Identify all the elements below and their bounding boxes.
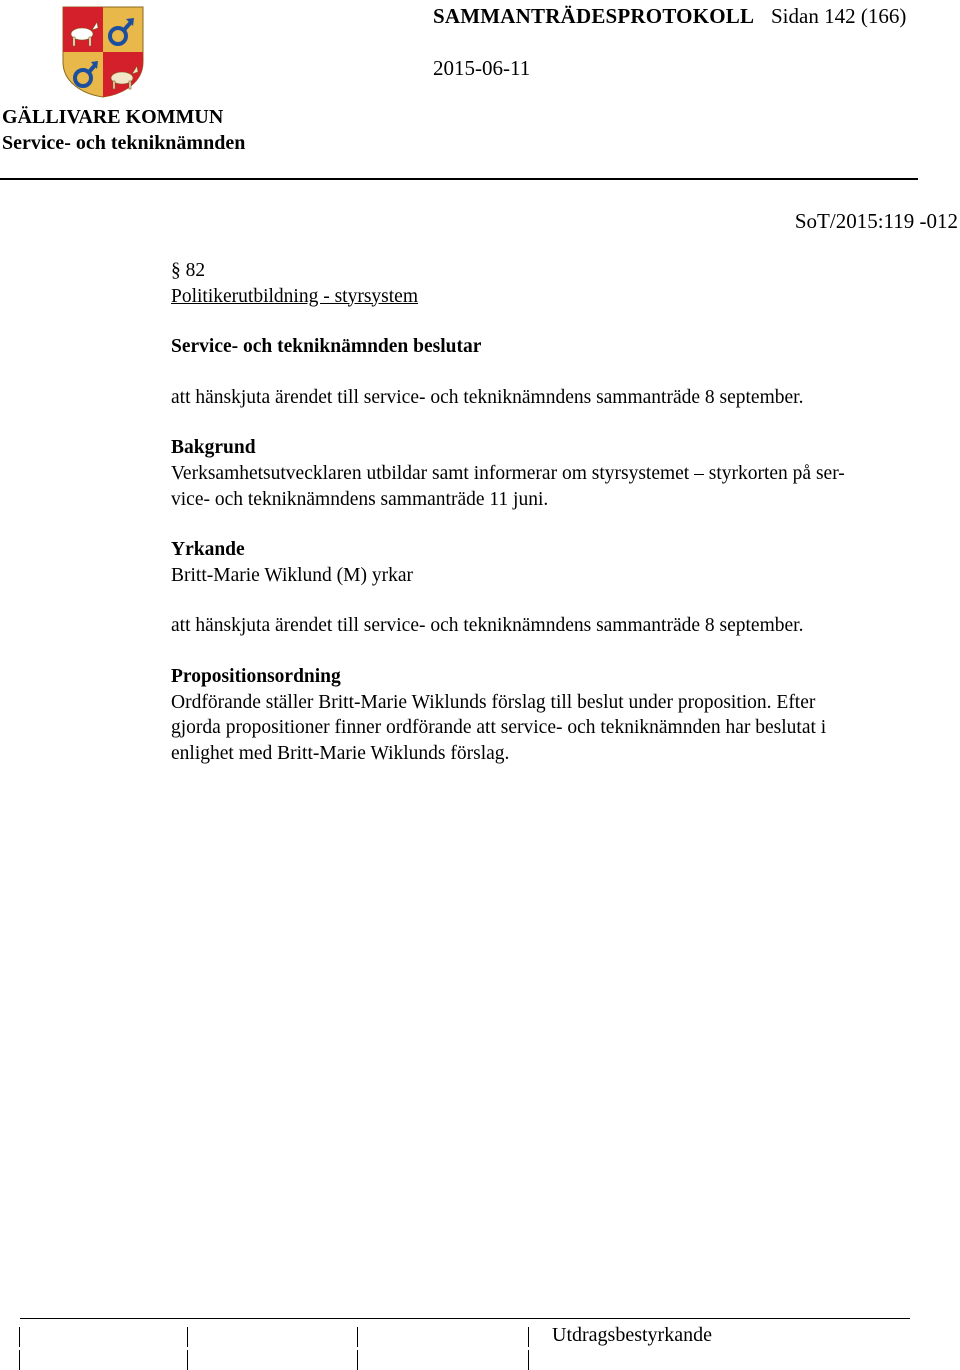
signature-box-divider bbox=[357, 1327, 358, 1347]
background-heading: Bakgrund bbox=[171, 437, 256, 459]
item-title: Politikerutbildning - styrsystem bbox=[171, 285, 418, 307]
document-type-title: SAMMANTRÄDESPROTOKOLL bbox=[433, 4, 755, 28]
signature-box-divider bbox=[19, 1327, 20, 1347]
page-label: Sidan bbox=[771, 4, 819, 28]
header-divider bbox=[0, 178, 918, 180]
page-number bbox=[771, 4, 906, 29]
paragraph-number: § 82 bbox=[171, 260, 206, 281]
protocol-item bbox=[171, 258, 931, 766]
motion-text: att hänskjuta ärendet till service- och tekniknämndens sammanträde 8 september. bbox=[171, 615, 804, 637]
case-number: SoT/2015:119 -012 bbox=[794, 209, 958, 233]
page-count: 142 (166) bbox=[824, 4, 907, 28]
motion-heading: Yrkande bbox=[171, 539, 245, 561]
decision-heading: Service- och tekniknämnden beslutar bbox=[171, 336, 482, 358]
background-text-line: Verksamhetsutvecklaren utbildar samt informerar om styrsystemet – styrkorten på ser- bbox=[171, 462, 845, 484]
signature-box-divider bbox=[528, 1327, 529, 1347]
signature-box-divider bbox=[19, 1350, 20, 1370]
signature-box-divider bbox=[357, 1350, 358, 1370]
certification-label: Utdragsbestyrkande bbox=[552, 1324, 712, 1346]
proposition-order-line: Ordförande ställer Britt-Marie Wiklunds förslag till beslut under proposition. Efter bbox=[171, 691, 816, 713]
committee-name: Service- och tekniknämnden bbox=[2, 132, 246, 154]
decision-text: att hänskjuta ärendet till service- och tekniknämndens sammanträde 8 september. bbox=[171, 386, 804, 408]
signature-box-divider bbox=[187, 1350, 188, 1370]
proposition-order-heading: Propositionsordning bbox=[171, 665, 341, 687]
organization-name: GÄLLIVARE KOMMUN bbox=[2, 106, 224, 128]
background-text-line: vice- och tekniknämndens sammanträde 11 juni. bbox=[171, 488, 549, 510]
signature-box-divider bbox=[187, 1327, 188, 1347]
motion-proposer: Britt-Marie Wiklund (M) yrkar bbox=[171, 564, 414, 586]
proposition-order-line: gjorda propositioner finner ordförande att service- och tekniknämnden har beslutat i bbox=[171, 717, 827, 739]
footer-divider bbox=[20, 1318, 910, 1319]
proposition-order-line: enlighet med Britt-Marie Wiklunds förslag. bbox=[171, 742, 510, 764]
signature-box-divider bbox=[528, 1350, 529, 1370]
gallivare-coat-of-arms-icon bbox=[62, 6, 144, 98]
meeting-date: 2015-06-11 bbox=[433, 56, 531, 80]
